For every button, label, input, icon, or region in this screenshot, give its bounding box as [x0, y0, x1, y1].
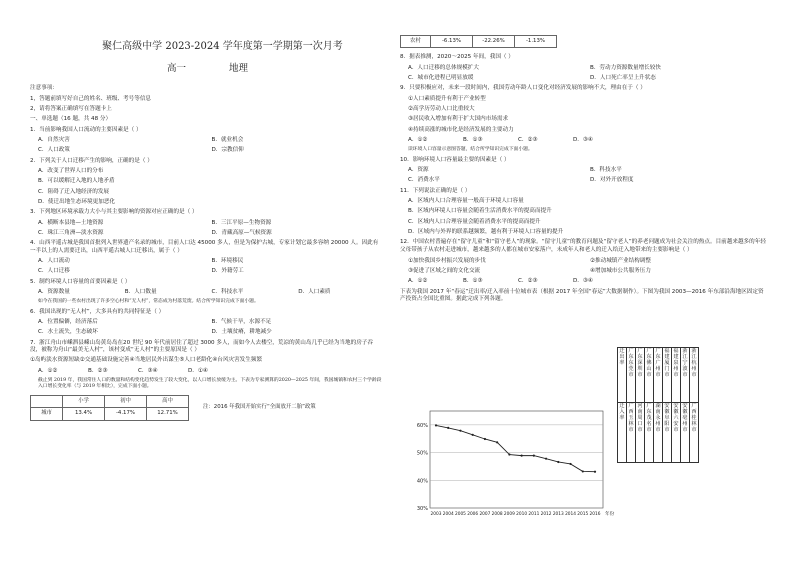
table-cell: -4.17%	[105, 408, 147, 420]
x-tick-label: 2008	[491, 512, 503, 517]
table-cell: 安徽亳州市	[681, 403, 690, 463]
option: D．土壤贫瘠，耕地减少	[211, 329, 272, 336]
option: D．人口死亡率呈上升状态	[590, 74, 656, 81]
data-point	[484, 438, 486, 440]
row-label: 迁入率	[618, 403, 627, 463]
option: D．人口素质	[298, 289, 331, 296]
option: D．使迁出地生态环境更加恶化	[38, 199, 116, 206]
x-tick-label: 2010	[516, 512, 528, 517]
subject-label: 地理	[229, 62, 249, 74]
data-point	[582, 470, 584, 472]
table-cell: 广西玉林市	[627, 403, 636, 463]
investment-share-line-chart	[408, 405, 623, 562]
question-items	[408, 268, 772, 276]
data-point	[496, 441, 498, 443]
answer-options	[408, 137, 628, 145]
option: B．气候干旱，水源不足	[211, 319, 272, 326]
answer-options	[408, 167, 772, 175]
question-stem: 11．下列说法正确的是（ ）	[400, 187, 471, 194]
x-tick-label: 2004	[442, 512, 454, 517]
answer-options	[408, 75, 772, 83]
option: C．人口迁移	[38, 268, 70, 275]
table-cell: 广东茂名市	[645, 403, 654, 463]
data-point	[508, 453, 510, 455]
passage: 下表为我国 2017 年“春运”迁出率/迁入率前十位城市表（根据 2017 年全国“春运”大数据制作）。下图为我国 2003—2016 年东部沿海地区固定资产投资占全国比重图。据此完成下列各题。	[400, 288, 764, 303]
option: D．①④	[188, 367, 208, 374]
table-cell: 13.4%	[63, 408, 105, 420]
data-point	[557, 461, 559, 463]
question-stem: 2．下列关于人口迁移产生的影响，正确的是（ ）	[30, 157, 153, 164]
x-axis-label: 年份	[605, 512, 615, 517]
answer-options	[38, 258, 385, 266]
question-stem: 7．浙江舟山市嵊泗县嵊山岛黄岛岛在20 世纪 90 年代前居住了超过 3000 多人，而如今人去楼空，荒凉的黄山岛几乎已经为当地的房子吞没，被称为舟山“最美无人村”，该村变成“无人村”的主要原因是（ ）	[30, 339, 373, 354]
table-cell: 浙江宁波市	[681, 348, 690, 403]
option: C．阻碍了迁入地经济的发展	[38, 188, 110, 195]
passage: 读环境人口容量示意图答题，结合所学知识完成下面小题。	[408, 147, 533, 153]
table-header: 高中	[147, 395, 189, 407]
option: B．环境移民	[211, 258, 244, 265]
option: A．改变了世界人口的分布	[38, 168, 104, 175]
option: C．人口政策	[38, 147, 70, 154]
option: A．①②	[38, 367, 58, 374]
answer-options	[38, 230, 385, 238]
table-note: 注：2016 年我国开始实行“全面放开二胎”政策	[203, 404, 316, 411]
table-header	[31, 395, 63, 407]
answer-options	[408, 65, 772, 73]
x-tick-label: 2013	[552, 512, 564, 517]
question-stem: 9．只要积极应对，未来一段时间内，我国劳动年龄人口变化对经济发展的影响不大，理由在于（ ）	[400, 85, 646, 92]
data-point	[459, 430, 461, 432]
data-point	[545, 458, 547, 460]
table-cell: 广西桂林市	[690, 403, 699, 463]
option: B．②③	[88, 367, 108, 374]
option: C．区域内人口合理容量会随着消费水平的提高而提升	[408, 218, 541, 225]
table-cell: 城市	[31, 408, 63, 420]
question-stem: 12．中国农村普遍存在“留守儿童”和“留守老人”的现象。“留守儿童”的教育问题及“留守老人”的养老问题成为社会关注的热点。目前越来越多的年轻父母带孩子从农村走进城市，越来越多的人都在城市安家落户，未成年人和老人的迁入给迁入地带来的主要影响是（ ）	[400, 239, 766, 253]
table-row	[618, 403, 699, 463]
answer-options	[408, 177, 772, 185]
data-point	[447, 427, 449, 429]
table-cell: 安徽阜阳市	[663, 403, 672, 463]
question-stem: 8．据表推测，2020～2025 年间，我国（ ）	[400, 54, 514, 61]
table-cell: 湖南永州市	[654, 403, 663, 463]
option: B．三江平原—生物资源	[211, 219, 272, 226]
table-cell: 农村	[401, 36, 431, 48]
option: B．①③	[463, 278, 483, 285]
table-row	[401, 36, 557, 48]
option: D．③④	[573, 278, 593, 285]
page-subtitle	[30, 63, 385, 76]
question-items	[408, 258, 772, 266]
x-tick-label: 2006	[467, 512, 479, 517]
table-cell: 安徽六安市	[672, 403, 681, 463]
x-tick-label: 2012	[540, 512, 552, 517]
left-column	[30, 40, 385, 421]
option: C．消费水平	[408, 177, 440, 184]
table-header-row	[31, 395, 189, 407]
option: A．人口迁移的总体规模扩大	[408, 64, 479, 71]
option: D．区域内与外界的联系越频繁，越有利于环境人口容量的提升	[408, 229, 564, 236]
table-cell: 广东广州市	[654, 348, 663, 403]
row-label: 迁出率	[618, 348, 627, 403]
option: C．②③	[518, 278, 538, 285]
option: C．③④	[138, 367, 158, 374]
right-column	[400, 35, 772, 304]
notes-title: 注意事项：	[30, 85, 58, 92]
note-item: 2，请将答案正确填写在答题卡上	[30, 106, 112, 112]
table-cell: 福建厦门市	[663, 348, 672, 403]
x-tick-label: 2003	[430, 512, 442, 517]
table-cell: 河南周口市	[636, 403, 645, 463]
y-tick-label: 50%	[416, 450, 428, 457]
data-point	[472, 434, 474, 436]
option: C．珠江三角洲—淡水资源	[38, 230, 104, 237]
question-item: ①人口素质提升有利于产业转型	[408, 95, 486, 102]
x-tick-label: 2009	[503, 512, 515, 517]
option: C．②③	[518, 137, 538, 144]
passage: 如今在我国的一些农村出现了许多空心村和“无人村”，常态成为村落荒废。结合所学知识完成下面小题。	[38, 299, 259, 305]
option: D．对外开放程度	[590, 177, 634, 184]
option: A．区域内人口合理容量一般高于环境人口容量	[408, 198, 524, 205]
note-item: 1，答题前填写好自己的姓名、班级、考号等信息	[30, 95, 152, 102]
option: B．可以缓解迁入地的人地矛盾	[38, 178, 115, 185]
question-item: ①加快我国乡村振兴发展的步伐	[408, 257, 486, 264]
option: A．横断本县地—土地资源	[38, 219, 104, 226]
option: A．资源数量	[38, 289, 70, 296]
answer-options	[38, 137, 385, 145]
option: C．城市化进程已明显放缓	[408, 74, 474, 81]
x-tick-label: 2011	[528, 512, 540, 517]
question-stem: 5．制约环境人口容量的首要因素是（ ）	[30, 278, 131, 285]
option: B．就业机会	[211, 137, 244, 144]
question-stem: 6．我国出现的“无人村”，大多具有的共同特征是（ ）	[30, 308, 165, 315]
answer-options	[38, 147, 385, 155]
option: A．资源	[408, 167, 429, 173]
rural-row-table	[400, 35, 557, 48]
table-cell: 12.71%	[147, 408, 189, 420]
table-cell: 广东东莞市	[627, 348, 636, 403]
grade-label: 高一	[166, 62, 186, 74]
option: B．科技水平	[590, 167, 622, 173]
option: B．①③	[463, 137, 483, 144]
question-item: ③居民收入增加有利于扩大国内市场需求	[408, 116, 509, 123]
table-cell: 福建泉州市	[672, 348, 681, 403]
option: C．水土流失，生态破坏	[38, 329, 98, 336]
table-cell: -1.13%	[515, 36, 557, 48]
table-row	[31, 408, 189, 420]
answer-options	[38, 289, 385, 297]
y-tick-label: 40%	[416, 478, 428, 485]
x-tick-label: 2007	[479, 512, 491, 517]
question-item: ④增加城市公共服务压力	[590, 267, 651, 274]
data-point	[594, 471, 596, 473]
option: D．宗教信仰	[211, 147, 244, 154]
answer-options	[38, 319, 385, 327]
question-stem: 3．下列地区环境承载力大小与其主要影响的资源对应正确的是（ ）	[30, 209, 198, 216]
option: B．劳动力资源数量增长较快	[590, 64, 661, 71]
option: D．青藏高原—气候资源	[211, 230, 272, 237]
answer-options	[38, 329, 385, 337]
answer-options	[408, 278, 628, 286]
spring-migration-table	[617, 347, 699, 463]
table-cell: 广东佛山市	[645, 348, 654, 403]
passage: 截止到 2019 年，我国常住人口的数量和结构变化趋势发生了较大变化，以人口增长放缓为主。下表为专家测算的2020—2025 年间，我国城镇和农村三个学龄段入口增长变化率（与 2019 年相比），完成下面小题。	[38, 378, 382, 390]
data-point	[533, 455, 535, 457]
option: A．位置偏僻，经济落后	[38, 319, 98, 326]
question-stem: 10．影响环境人口容量最主要的因素是（ ）	[400, 156, 510, 163]
option: A．自然灾害	[38, 137, 70, 144]
question-stem: 1．当前影响我国人口流动的主要因素是（ ）	[30, 126, 142, 133]
y-tick-label: 60%	[416, 422, 428, 429]
table-header: 初中	[105, 395, 147, 407]
x-tick-label: 2016	[589, 512, 601, 517]
option: D．③④	[573, 137, 593, 144]
data-point	[521, 455, 523, 457]
question-items: ①岛屿淡水资源短缺②交通基础设施完善④当地居民外出谋生⑤人口老龄化④台风灾害发生频繁	[30, 357, 263, 364]
option: D．外籍劳工	[211, 268, 244, 275]
table-cell: 广东深圳市	[636, 348, 645, 403]
table-cell: -22.26%	[473, 36, 515, 48]
option: A．人口流动	[38, 258, 70, 265]
page-title: 聚仁高级中学 2023-2024 学年度第一学期第一次月考	[102, 41, 343, 52]
growth-table-block	[30, 395, 385, 421]
data-point	[569, 463, 571, 465]
option: B．人口数量	[124, 289, 157, 296]
x-tick-label: 2005	[454, 512, 466, 517]
table-header: 小学	[63, 395, 105, 407]
option: B．区域内环境人口容量会随着生活消费水平的提高而提升	[408, 208, 552, 215]
question-item: ②推动城镇产业结构调整	[590, 257, 651, 264]
x-tick-label: 2014	[565, 512, 577, 517]
plot-frame	[430, 411, 603, 508]
question-item: ④持续高涨的城市化是经济发展的主要动力	[408, 126, 514, 133]
answer-options	[38, 220, 385, 228]
table-row	[618, 348, 699, 403]
question-stem: 4．山西平遥古城是我国首批列入世界遗产名录的城市，目前人口达 45000 多人，但是为保护古城，专家计划它最多容纳 20000 人。因此有一半以上的人需要迁出，山西平遥古城人口迁移出，属于（ ）	[30, 240, 379, 255]
question-item: ③促进了区域之间的文化交流	[408, 267, 481, 274]
y-tick-label: 30%	[416, 506, 428, 512]
question-item: ②高学历劳动人口比重较大	[408, 106, 475, 113]
answer-options	[38, 368, 238, 376]
option: A．①②	[408, 137, 428, 144]
growth-table	[30, 395, 189, 421]
data-point	[435, 424, 437, 426]
table-cell: -6.13%	[431, 36, 473, 48]
option: C．科技水平	[211, 289, 244, 296]
x-tick-label: 2015	[577, 512, 589, 517]
section-title: 一、单选题（16 题，共 48 分）	[30, 116, 112, 123]
answer-options	[38, 268, 385, 276]
table-cell: 浙江杭州市	[690, 348, 699, 403]
option: A．①②	[408, 278, 428, 285]
